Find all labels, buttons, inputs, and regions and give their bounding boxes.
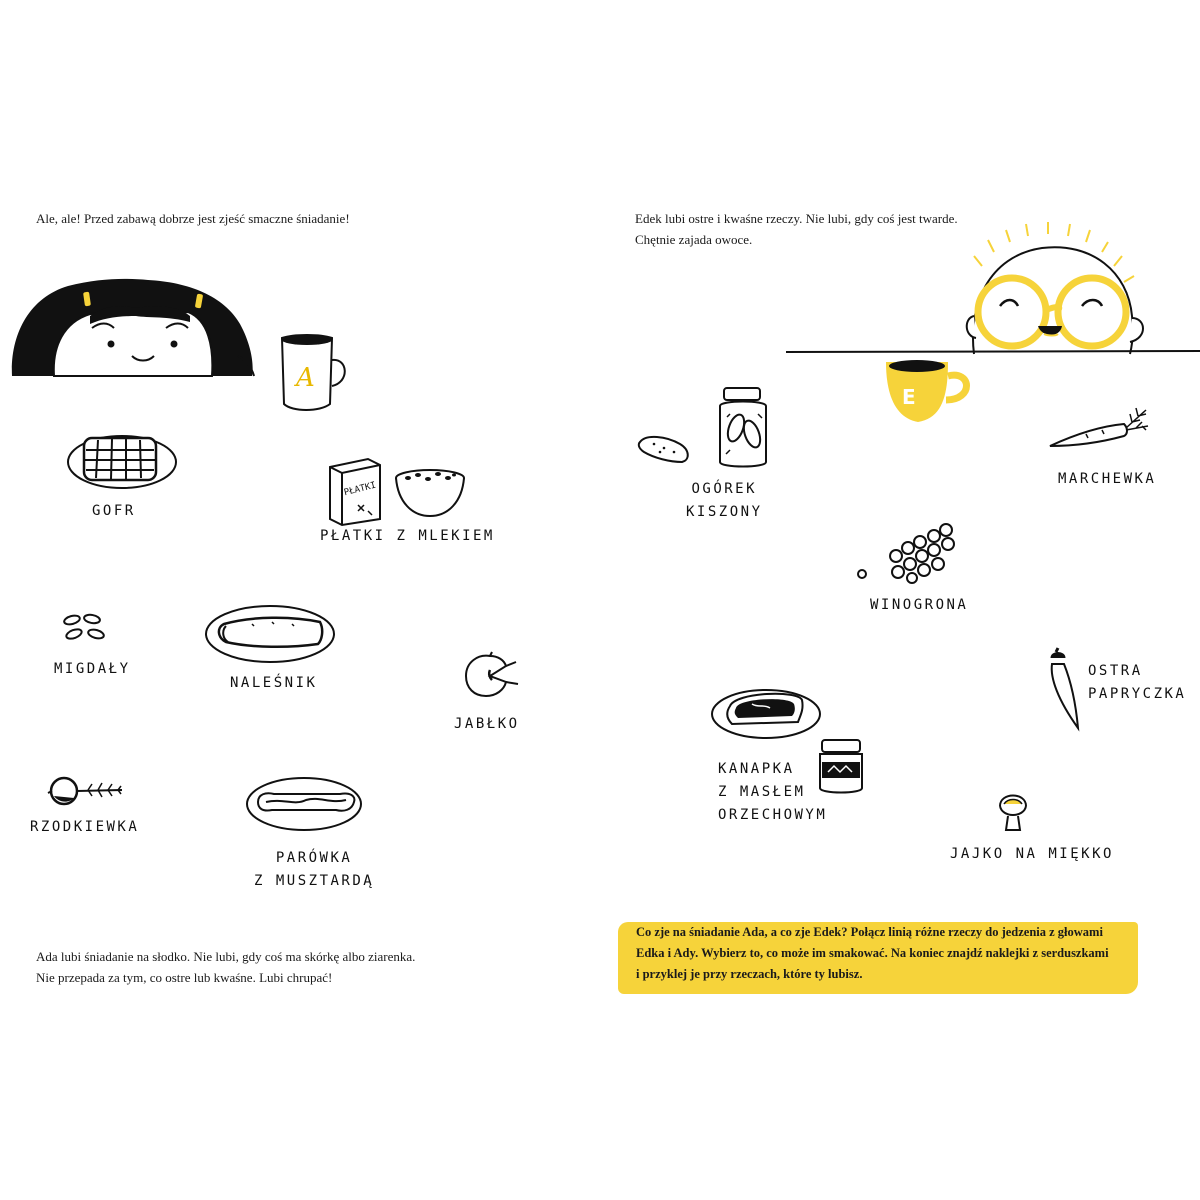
pancake-icon — [202, 602, 338, 666]
boiled-egg-icon — [996, 786, 1030, 836]
almonds-icon — [60, 612, 114, 644]
grapes-icon — [852, 520, 958, 584]
chili-pepper-icon — [1046, 648, 1088, 730]
cereal-box-label: PŁATKI — [343, 480, 378, 499]
ada-mug-letter: A — [296, 363, 315, 393]
edek-description: Edek lubi ostre i kwaśne rzeczy. Nie lubi, gdy coś jest twarde. Chętnie zajada owoce. — [635, 211, 958, 247]
intro-text: Ale, ale! Przed zabawą dobrze jest zjeść smaczne śniadanie! — [36, 211, 350, 226]
cereal-box-icon — [324, 455, 388, 527]
label-winogrona: WINOGRONA — [870, 597, 969, 613]
cereal-bowl-icon — [392, 468, 468, 520]
label-jablko: JABŁKO — [454, 716, 520, 732]
label-rzodkiewka: RZODKIEWKA — [30, 819, 140, 835]
label-migdaly: MIGDAŁY — [54, 661, 131, 677]
ada-description: Ada lubi śniadanie na słodko. Nie lubi, gdy coś ma skórkę albo ziarenka. Nie przepada za tym, co ostre lub kwaśne. Lubi chrupać! — [36, 949, 416, 985]
carrot-icon — [1046, 404, 1150, 452]
pickle-icon — [636, 430, 694, 466]
ada-head-illustration — [8, 276, 258, 380]
task-instructions: Co zje na śniadanie Ada, a co zje Edek? Połącz linią różne rzeczy do jedzenia z głowami Edka i Ady. Wybierz to, co może im smakować. Na koniec znajdź naklejki z serduszkami i przyklej je przy rzeczach, które ty lubisz. — [636, 925, 1109, 981]
label-gofr: GOFR — [92, 503, 136, 519]
edek-mug-icon — [882, 356, 974, 428]
label-kanapka: KANAPKA Z MASŁEM ORZECHOWYM — [718, 761, 828, 823]
label-parowka: PARÓWKA Z MUSZTARDĄ — [254, 850, 375, 889]
label-nalesnik: NALEŚNIK — [230, 675, 318, 691]
apple-icon — [460, 652, 524, 698]
label-platki: PŁATKI Z MLEKIEM — [320, 528, 495, 544]
label-papryczka: OSTRA PAPRYCZKA — [1088, 663, 1187, 702]
table-edge-line — [786, 350, 1200, 354]
radish-icon — [48, 774, 126, 808]
pickle-jar-icon — [712, 384, 774, 470]
hotdog-icon — [244, 774, 364, 834]
edek-mug-letter: E — [902, 385, 916, 409]
label-jajko: JAJKO NA MIĘKKO — [950, 846, 1114, 862]
edek-head-illustration — [952, 226, 1172, 362]
sandwich-icon — [708, 686, 826, 742]
label-ogorek: OGÓREK KISZONY — [686, 481, 763, 520]
waffle-icon — [64, 428, 180, 492]
ada-mug-icon — [276, 330, 356, 414]
label-marchewka: MARCHEWKA — [1058, 471, 1157, 487]
